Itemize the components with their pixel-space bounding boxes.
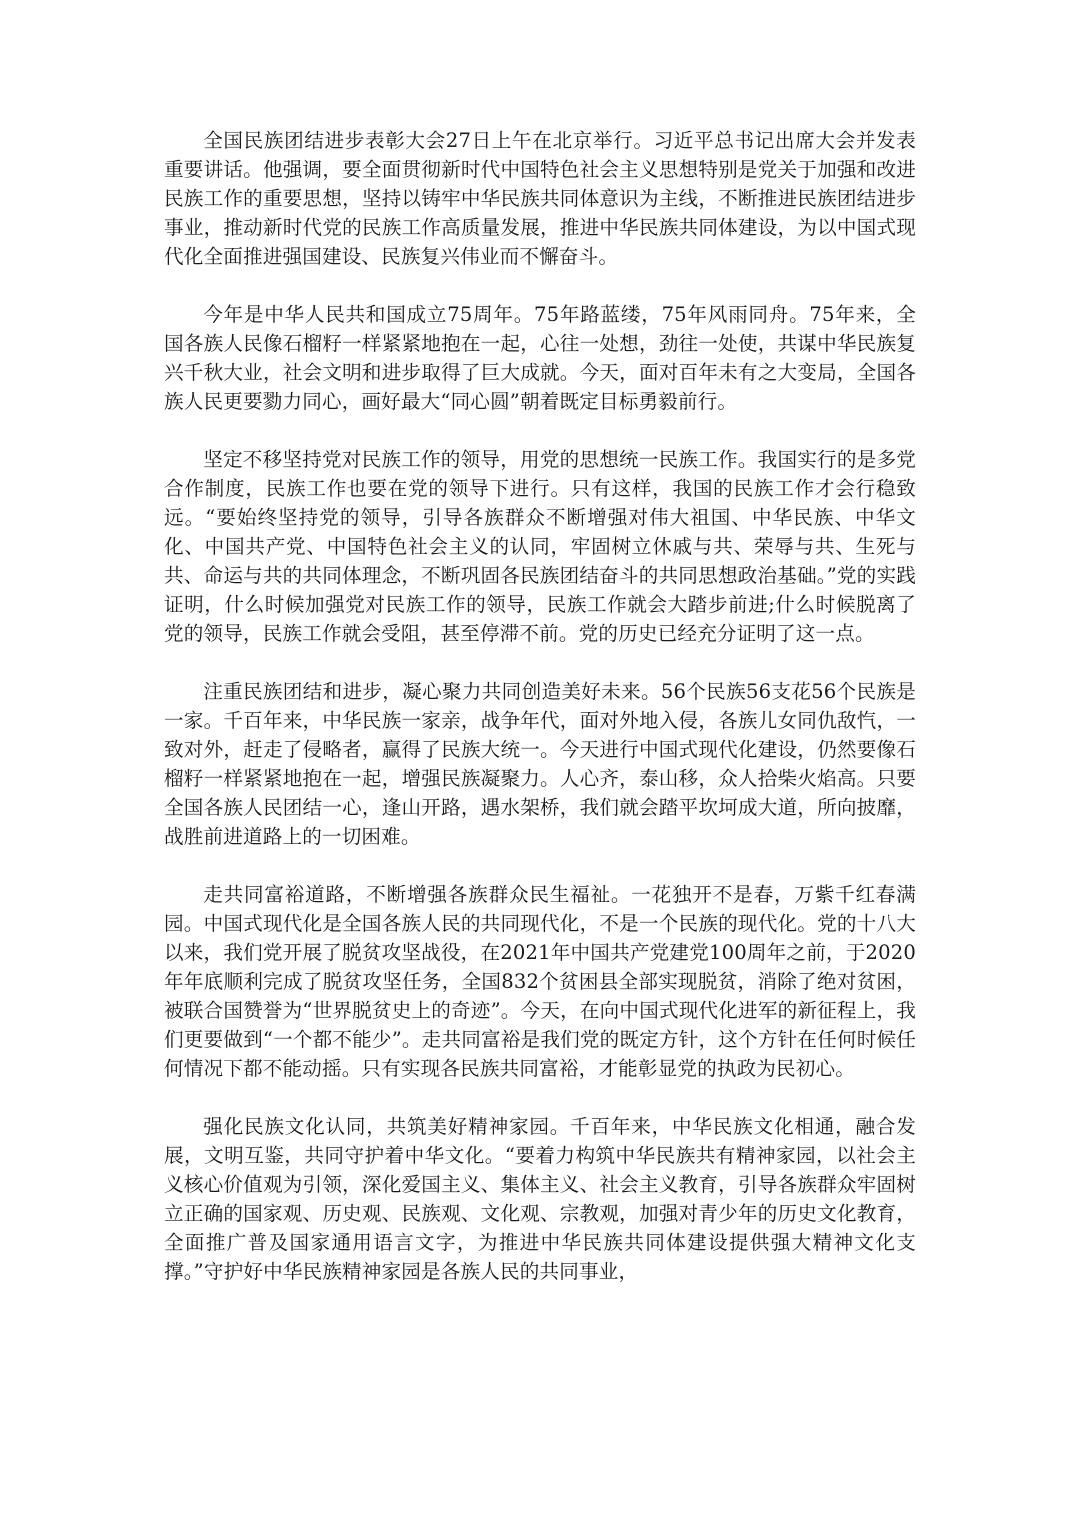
paragraph-national-unity: 注重民族团结和进步，凝心聚力共同创造美好未来。56个民族56支花56个民族是一家。千百年来，中华民族一家亲，战争年代，面对外地入侵，各族儿女同仇敌忾，一致对外，赶走了侵略者，赢得了民族大统一。今天进行中国式现代化建设，仍然要像石榴籽一样紧紧地抱在一起，增强民族凝聚力。人心齐，泰山移，众人拾柴火焰高。只要全国各族人民团结一心，逢山开路，遇水架桥，我们就会踏平坎坷成大道，所向披靡，战胜前进道路上的一切困难。 [164,680,916,848]
paragraph-75th-anniversary: 今年是中华人民共和国成立75周年。75年路蓝缕，75年风雨同舟。75年来，全国各族人民像石榴籽一样紧紧地抱在一起，心往一处想，劲往一处使，共谋中华民族复兴千秋大业，社会文明和进步取得了巨大成就。今天，面对百年未有之大变局，全国各族人民更要勠力同心，画好最大“同心圆”朝着既定目标勇毅前行。 [164,303,916,413]
paragraph-award-conference: 全国民族团结进步表彰大会27日上午在北京举行。习近平总书记出席大会并发表重要讲话。他强调，要全面贯彻新时代中国特色社会主义思想特别是党关于加强和改进民族工作的重要思想，坚持以铸牢中华民族共同体意识为主线，不断推进民族团结进步事业，推动新时代党的民族工作高质量发展，推进中华民族共同体建设，为以中国式现代化全面推进强国建设、民族复兴伟业而不懈奋斗。 [164,129,916,268]
paragraph-cultural-identity: 强化民族文化认同，共筑美好精神家园。千百年来，中华民族文化相通，融合发展，文明互鉴，共同守护着中华文化。“要着力构筑中华民族共有精神家园，以社会主义核心价值观为引领，深化爱国主义、集体主义、社会主义教育，引导各族群众牢固树立正确的国家观、历史观、民族观、文化观、宗教观，加强对青少年的历史文化教育，全面推广普及国家通用语言文字，为推进中华民族共同体建设提供强大精神文化支撑。”守护好中华民族精神家园是各族人民的共同事业， [164,1115,916,1283]
paragraph-party-leadership: 坚定不移坚持党对民族工作的领导，用党的思想统一民族工作。我国实行的是多党合作制度，民族工作也要在党的领导下进行。只有这样，我国的民族工作才会行稳致远。“要始终坚持党的领导，引导各族群众不断增强对伟大祖国、中华民族、中华文化、中国共产党、中国特色社会主义的认同，牢固树立休戚与共、荣辱与共、生死与共、命运与共的共同体理念，不断巩固各民族团结奋斗的共同思想政治基础。”党的实践证明，什么时候加强党对民族工作的领导，民族工作就会大踏步前进;什么时候脱离了党的领导，民族工作就会受阻，甚至停滞不前。党的历史已经充分证明了这一点。 [164,448,916,645]
paragraph-common-prosperity: 走共同富裕道路，不断增强各族群众民生福祉。一花独开不是春，万紫千红春满园。中国式现代化是全国各族人民的共同现代化，不是一个民族的现代化。党的十八大以来，我们党开展了脱贫攻坚战役，在2021年中国共产党建党100周年之前，于2020年年底顺利完成了脱贫攻坚任务，全国832个贫困县全部实现脱贫，消除了绝对贫困，被联合国赞誉为“世界脱贫史上的奇迹”。今天，在向中国式现代化进军的新征程上，我们更要做到“一个都不能少”。走共同富裕是我们党的既定方针，这个方针在任何时候任何情况下都不能动摇。只有实现各民族共同富裕，才能彰显党的执政为民初心。 [164,883,916,1080]
article-body [164,126,916,1286]
